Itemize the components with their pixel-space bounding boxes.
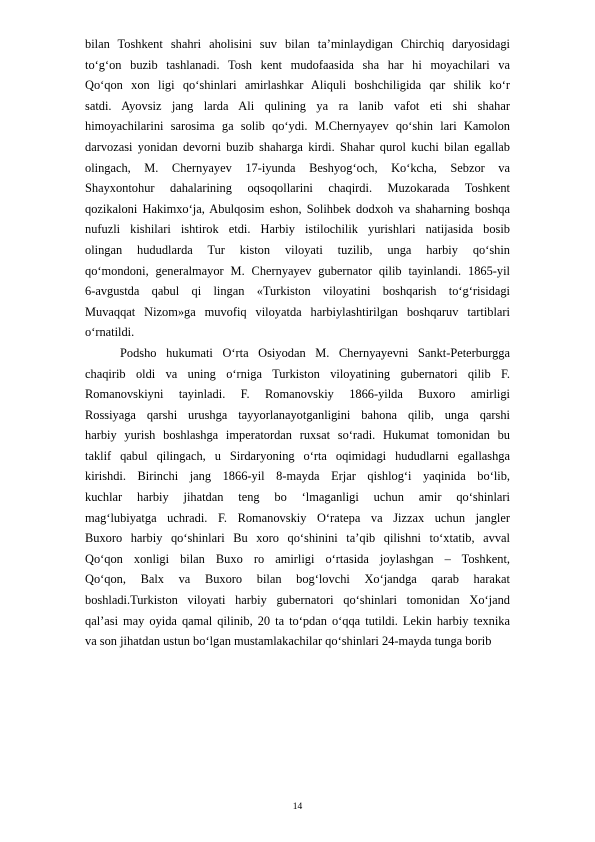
text-line: olingach, M. Chernyayev 17-iyunda Beshyog‘och, Ko‘kcha, Sebzor va [85,160,510,175]
text-line: Qo‘qon xonligi bilan Buxo ro amirligi o‘rtasida joylashgan – Toshkent, [85,551,510,566]
text-line: nufuzli kishilari ishtirok etdi. Harbiy istilochilik yurishlari natijasida bosib [85,222,510,237]
text-line: bilan Toshkent shahri aholisini suv bilan ta’minlaydigan Chirchiq daryosidagi [85,37,510,51]
text-line: to‘g‘on buzib tashlanadi. Tosh kent mudofaasida sha har hi moyachilari va [85,57,510,72]
text-line: Rossiyaga qarshi urushga tayyorlanayotganligini bahona qilib, unga qarshi [85,407,510,422]
text-line: kuchlar harbiy jihatdan teng bo ‘lmaganligi uchun amir qo‘shinlari [85,490,510,505]
page-number: 14 [292,802,303,812]
text-line: kirishdi. Birinchi jang 1866-yil 8-mayda Erjar qishlog‘i yaqinida bo‘lib, [85,469,510,484]
body-text [85,34,510,652]
text-line: taklif qabul qilingach, u Sirdaryoning o‘rta oqimidagi hududlarni egallashga [85,448,510,463]
text-line: chaqirib oldi va uning o‘rniga Turkiston viloyatining gubernatori qilib F. [85,366,510,381]
text-line: Romanovskiyni tayinladi. F. Romanovskiy 1866-yilda Buxoro amirligi [85,387,510,402]
paragraph-first-line: Podsho hukumati O‘rta Osiyodan M. Chernyayevni Sankt-Peterburgga [120,345,510,360]
text-line: olingan hududlarda Tur kiston viloyati tuzilib, unga harbiy qo‘shin [85,242,510,257]
text-line: Qo‘qon, Balx va Buxoro bilan bog‘lovchi Xo‘jandga qarab harakat [85,572,510,587]
text-line: qozikaloni Hakimxo‘ja, Abulqosim eshon, Solihbek dodxoh va shaharning boshqa [85,201,510,216]
text-line: o‘rnatildi. [85,325,135,340]
text-line: harbiy yurish boshlashga imperatordan ruxsat so‘radi. Hukumat tomonidan bu [85,428,510,443]
text-line: Shayxontohur dahalarining oqsoqollarini chaqirdi. Muzokarada Toshkent [85,181,510,196]
text-line: va son jihatdan ustun bo‘lgan mustamlakachilar qo‘shinlari 24-mayda tunga borib [85,634,492,649]
text-line: Buxoro harbiy qo‘shinlari Bu xoro qo‘shinini ta’qib qilishni to‘xtatib, avval [85,531,510,546]
text-line: qo‘mondoni, generalmayor M. Chernyayev gubernator qilib tayinlandi. 1865-yil [85,263,510,278]
text-line: Muvaqqat Nizom»ga muvofiq viloyatda harbiylashtirilgan boshqaruv tartiblari [85,304,510,319]
text-line: boshladi.Turkiston viloyati harbiy gubernatori qo‘shinlari tomonidan Xo‘jand [85,593,510,608]
text-line: qal’asi may oyida qamal qilinib, 20 ta to‘pdan o‘qqa tutildi. Lekin harbiy texnika [85,613,510,628]
text-line: himoyachilarini sarosima ga solib qo‘ydi. M.Chernyayev qo‘shin lari Kamolon [85,119,510,134]
text-line: 6-avgustda qabul qi lingan «Turkiston viloyatini boshqarish to‘g‘risidagi [85,284,510,299]
text-line: satdi. Ayovsiz jang larda Ali qulining ya ra lanib vafot eti shi shahar [85,98,510,113]
text-line: darvozasi yonidan devorni buzib shaharga kirdi. Shahar qurol kuchi bilan egallab [85,139,510,154]
text-line: Qo‘qon xon ligi qo‘shinlari amirlashkar Aliquli boshchiligida qar shilik ko‘r [85,78,510,93]
text-line: mag‘lubiyatga uchradi. F. Romanovskiy O‘ratepa va Jizzax uchun jangler [85,510,510,525]
